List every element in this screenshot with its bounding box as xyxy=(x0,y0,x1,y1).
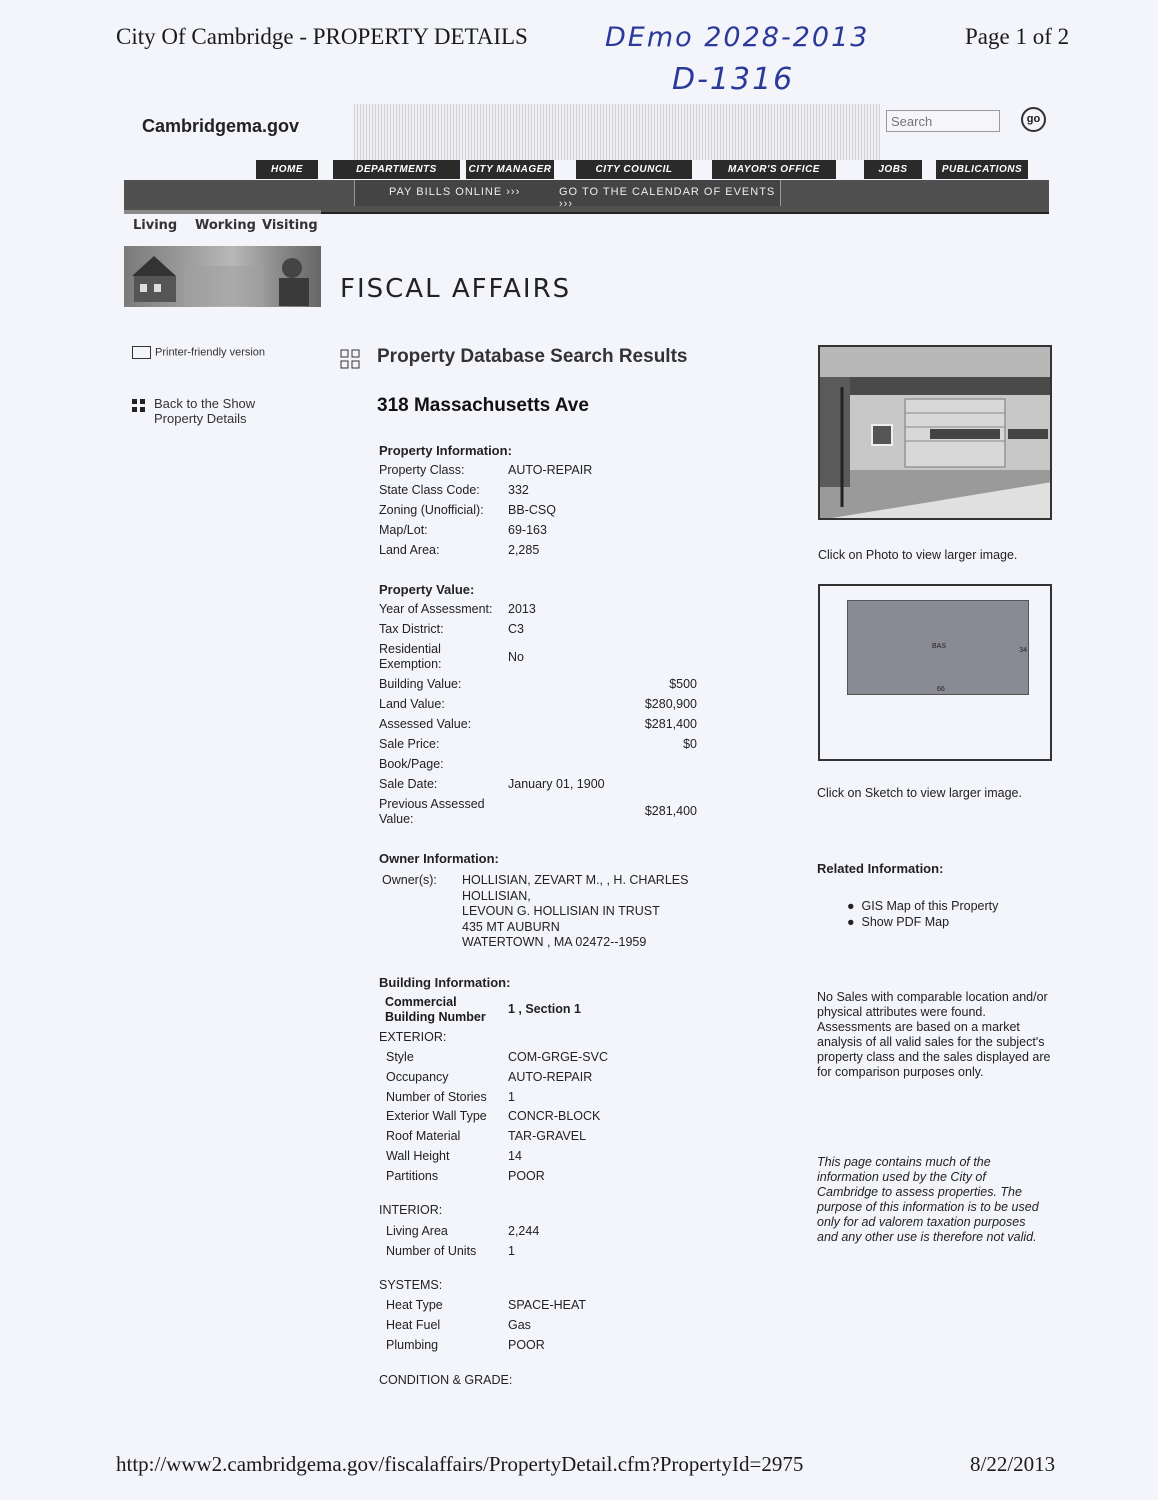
nav-jobs[interactable] xyxy=(864,160,922,179)
land-value: $280,900 xyxy=(644,697,697,711)
exterior-label: EXTERIOR: xyxy=(379,1030,447,1044)
zoning-value: BB-CSQ xyxy=(508,503,556,517)
nav-city-council[interactable] xyxy=(576,160,692,179)
nav-jobs-label: JOBS xyxy=(878,164,908,175)
property-info-header: Property Information: xyxy=(379,443,512,458)
pdf-map-label: Show PDF Map xyxy=(861,914,950,929)
printer-friendly-label: Printer-friendly version xyxy=(155,346,266,359)
year-value: 2013 xyxy=(508,602,536,616)
plumbing-value: POOR xyxy=(508,1338,545,1352)
roof-value: TAR-GRAVEL xyxy=(508,1129,587,1143)
nav-mayors-office-label: MAYOR'S OFFICE xyxy=(728,164,820,175)
owner-line: 435 MT AUBURN xyxy=(462,919,560,934)
related-header: Related Information: xyxy=(817,861,944,876)
nav-city-manager-label: CITY MANAGER xyxy=(468,164,552,175)
disclaimer: This page contains much of the information used by the City of Cambridge to assess properties. The purpose of this information is to be used only for ad valorem taxation purposes and any other use is therefore not valid. xyxy=(817,1155,1039,1244)
owner-line: HOLLISIAN, ZEVART M., , H. CHARLES xyxy=(462,873,689,887)
photo-caption: Click on Photo to view larger image. xyxy=(818,548,1018,562)
property-class-label: Property Class: xyxy=(379,463,465,477)
style-value: COM-GRGE-SVC xyxy=(508,1050,608,1064)
property-address: 318 Massachusetts Ave xyxy=(377,395,589,416)
partitions-value: POOR xyxy=(508,1169,545,1183)
tab-working[interactable]: Working xyxy=(195,218,256,233)
tab-living[interactable]: Living xyxy=(133,218,178,233)
previous-assessed-value: $281,400 xyxy=(644,804,697,818)
garage-photo-icon xyxy=(820,347,1052,520)
no-sales-note: No Sales with comparable location and/or physical attributes were found. Assessments are based on a market analysis of all valid sales for the subject's property class and the sales displayed are for comparison purposes only. xyxy=(817,990,1051,1079)
grid-bullet-icon xyxy=(132,399,145,412)
map-lot-value: 69-163 xyxy=(508,523,547,537)
property-class-value: AUTO-REPAIR xyxy=(508,463,593,477)
site-logo[interactable] xyxy=(142,116,299,137)
sketch-label-bas: BAS xyxy=(932,643,947,650)
commercial-building-label: Commercial Building Number xyxy=(385,995,486,1024)
go-label: go xyxy=(1026,113,1041,125)
stories-label: Number of Stories xyxy=(386,1090,487,1104)
commercial-building-value: 1 , Section 1 xyxy=(508,1002,581,1016)
sketch-caption: Click on Sketch to view larger image. xyxy=(817,786,1022,800)
systems-label: SYSTEMS: xyxy=(379,1278,443,1292)
nav-bar xyxy=(124,180,1049,214)
back-link[interactable] xyxy=(132,396,282,426)
owner-lines xyxy=(462,873,688,951)
sale-date-label: Sale Date: xyxy=(379,777,438,791)
sale-price-value: $0 xyxy=(683,737,697,751)
results-heading: Property Database Search Results xyxy=(377,346,688,367)
calendar-link[interactable]: GO TO THE CALENDAR OF EVENTS ››› xyxy=(559,186,776,210)
go-button[interactable] xyxy=(1021,107,1046,132)
property-photo[interactable] xyxy=(818,345,1052,520)
nav-home-label: HOME xyxy=(271,164,303,175)
nav-publications[interactable] xyxy=(936,160,1028,179)
owner-line: HOLLISIAN, xyxy=(462,888,531,903)
zoning-label: Zoning (Unofficial): xyxy=(379,503,484,517)
nav-mayors-office[interactable] xyxy=(712,160,836,179)
units-value: 1 xyxy=(508,1244,515,1258)
land-area-value: 2,285 xyxy=(508,543,540,557)
tab-visiting[interactable]: Visiting xyxy=(262,218,318,233)
printer-icon xyxy=(132,346,151,359)
handwritten-note-2: D-1316 xyxy=(672,62,795,97)
exemption-label: Residential Exemption: xyxy=(379,642,442,671)
building-info-header: Building Information: xyxy=(379,975,511,990)
header-banner-pattern xyxy=(354,104,880,160)
nav-home[interactable] xyxy=(256,160,318,179)
previous-assessed-label: Previous Assessed Value: xyxy=(379,797,485,826)
sketch-label-width: 34 xyxy=(1019,647,1027,654)
land-value-label: Land Value: xyxy=(379,697,445,711)
owner-line: LEVOUN G. HOLLISIAN IN TRUST xyxy=(462,904,660,918)
footer-url: http://www2.cambridgema.gov/fiscalaffairs/PropertyDetail.cfm?PropertyId=2975 xyxy=(116,1452,804,1476)
wall-height-label: Wall Height xyxy=(386,1149,450,1163)
property-value-header: Property Value: xyxy=(379,582,475,597)
condition-label: CONDITION & GRADE: xyxy=(379,1373,513,1387)
land-area-label: Land Area: xyxy=(379,543,440,557)
bullet-icon: ● xyxy=(847,899,855,913)
owner-info-header: Owner Information: xyxy=(379,851,499,866)
style-label: Style xyxy=(386,1050,414,1064)
building-value-label: Building Value: xyxy=(379,677,462,691)
sale-price-label: Sale Price: xyxy=(379,737,440,751)
pay-bills-link[interactable]: PAY BILLS ONLINE ››› xyxy=(389,186,521,198)
section-title: FISCAL AFFAIRS xyxy=(340,274,572,304)
state-class-label: State Class Code: xyxy=(379,483,480,497)
sketch-footprint xyxy=(847,600,1029,695)
wall-height-value: 14 xyxy=(508,1149,522,1163)
living-area-value: 2,244 xyxy=(508,1224,540,1238)
nav-city-council-label: CITY COUNCIL xyxy=(595,164,673,175)
nav-city-manager[interactable] xyxy=(466,160,554,179)
owner-label: Owner(s): xyxy=(382,873,437,887)
page-number: Page 1 of 2 xyxy=(965,24,1070,49)
nav-publications-label: PUBLICATIONS xyxy=(941,164,1023,175)
map-lot-label: Map/Lot: xyxy=(379,523,428,537)
living-area-label: Living Area xyxy=(386,1224,448,1238)
occupancy-label: Occupancy xyxy=(386,1070,449,1084)
wall-type-label: Exterior Wall Type xyxy=(386,1109,487,1123)
state-class-value: 332 xyxy=(508,483,529,497)
tax-district-label: Tax District: xyxy=(379,622,444,636)
nav-departments[interactable] xyxy=(333,160,460,179)
exemption-value: No xyxy=(508,650,524,664)
plumbing-label: Plumbing xyxy=(386,1338,439,1352)
occupancy-value: AUTO-REPAIR xyxy=(508,1070,593,1084)
property-sketch[interactable] xyxy=(818,584,1052,761)
units-label: Number of Units xyxy=(386,1244,477,1258)
year-label: Year of Assessment: xyxy=(379,602,493,616)
handwritten-note-1: DEmo 2028-2013 xyxy=(605,22,870,53)
subnav xyxy=(354,180,781,210)
house-photo-icon xyxy=(124,246,321,307)
sketch-label-length: 66 xyxy=(937,686,945,693)
heat-fuel-value: Gas xyxy=(508,1318,531,1332)
assessed-value-label: Assessed Value: xyxy=(379,717,472,731)
pdf-map-link[interactable] xyxy=(847,915,998,931)
sale-date-value: January 01, 1900 xyxy=(508,777,605,791)
heat-type-value: SPACE-HEAT xyxy=(508,1298,587,1312)
interior-label: INTERIOR: xyxy=(379,1203,443,1217)
heat-type-label: Heat Type xyxy=(386,1298,443,1312)
stories-value: 1 xyxy=(508,1090,515,1104)
owner-line: WATERTOWN , MA 02472--1959 xyxy=(462,935,647,949)
tabs-strip xyxy=(124,210,321,214)
gis-map-link[interactable] xyxy=(847,899,998,915)
roof-label: Roof Material xyxy=(386,1129,461,1143)
printer-friendly-link[interactable] xyxy=(132,346,265,359)
print-title: City Of Cambridge - PROPERTY DETAILS xyxy=(116,24,528,49)
footer-date: 8/22/2013 xyxy=(970,1452,1056,1476)
building-value: $500 xyxy=(669,677,697,691)
heat-fuel-label: Heat Fuel xyxy=(386,1318,441,1332)
tax-district-value: C3 xyxy=(508,622,524,636)
logo-text: Cambridgema.gov xyxy=(142,116,300,136)
search-input[interactable] xyxy=(886,110,1000,132)
bullet-icon: ● xyxy=(847,914,855,929)
partitions-label: Partitions xyxy=(386,1169,439,1183)
gis-map-label: GIS Map of this Property xyxy=(861,899,999,913)
results-grid-icon xyxy=(340,349,360,369)
banner-image xyxy=(124,246,321,307)
back-link-label: Back to the Show Property Details xyxy=(154,396,256,426)
related-links xyxy=(847,899,998,930)
wall-type-value: CONCR-BLOCK xyxy=(508,1109,601,1123)
nav-departments-label: DEPARTMENTS xyxy=(356,164,437,175)
assessed-value: $281,400 xyxy=(644,717,697,731)
book-page-label: Book/Page: xyxy=(379,757,444,771)
